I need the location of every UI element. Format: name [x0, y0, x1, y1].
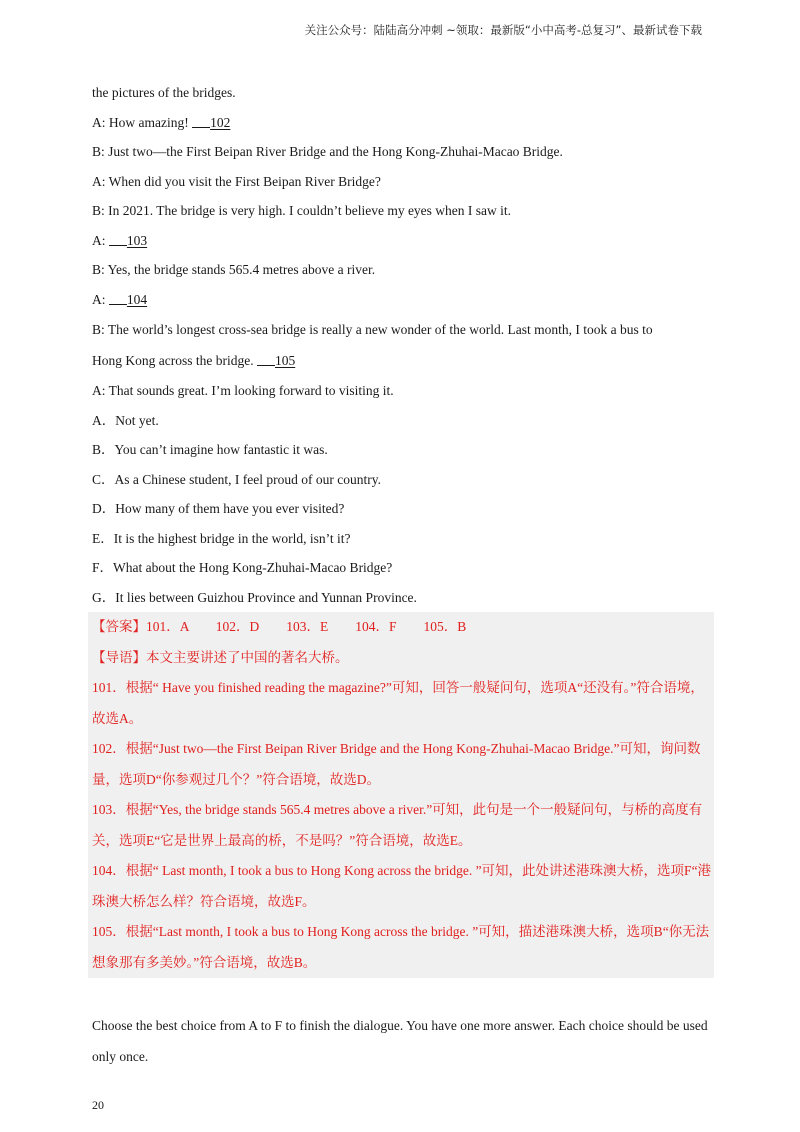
answer-blank: 102 — [192, 108, 230, 138]
dialogue-line — [92, 376, 710, 406]
dialogue-line — [92, 108, 710, 138]
instruction-text: Choose the best choice from A to F to finish the dialogue. You have one more answer. Each choice should be used only once. — [92, 1018, 708, 1064]
dialogue-line — [92, 255, 710, 285]
dialogue-text: A: How amazing! — [92, 114, 193, 130]
dialogue-text: A: When did you visit the First Beipan River Bridge? — [92, 173, 381, 189]
dialogue-text: B: In 2021. The bridge is very high. I couldn’t believe my eyes when I saw it. — [92, 203, 512, 218]
dialogue-text: B: The world’s longest cross-sea bridge is really a new wonder of the world. Last month, I took a bus to — [92, 322, 653, 337]
option-item: A．Not yet. — [92, 412, 159, 428]
page-content — [92, 78, 710, 1072]
explanation-item: 101．根据“ Have you finished reading the magazine?”可知，回答一般疑问句，选项A“还没有。”符合语境，故选A。 — [92, 680, 704, 726]
explanation-item: 102．根据“Just two—the First Beipan River Bridge and the Hong Kong-Zhuhai-Macao Bridge.”可知，询问数量，选项D“你参观过几个？”符合语境，故选D。 — [92, 741, 701, 787]
dialogue-text: A: — [92, 232, 109, 248]
page-header: 关注公众号：陆陆高分冲刺 ~领取：最新版“小中高考-总复习”、最新试卷下载 — [304, 23, 702, 37]
dialogue-line — [92, 314, 710, 345]
option-item: D．How many of them have you ever visited? — [92, 501, 345, 516]
answer-key: 【答案】101．A 102．D 103．E 104．F 105．B — [92, 619, 467, 634]
dialogue-line — [92, 167, 710, 197]
explanation-item: 105．根据“Last month, I took a bus to Hong Kong across the bridge. ”可知，描述港珠澳大桥，选项B“你无法想象那有多美妙。”符合语境，故选B。 — [92, 924, 710, 970]
explanation-item: 104．根据“ Last month, I took a bus to Hong Kong across the bridge. ”可知，此处讲述港珠澳大桥，选项F“港珠澳大桥怎么样？符合语境，故选F。 — [92, 863, 712, 909]
answer-guide: 【导语】本文主要讲述了中国的著名大桥。 — [92, 649, 349, 665]
dialogue-text: A: — [92, 291, 109, 307]
option-item: F．What about the Hong Kong-Zhuhai-Macao Bridge? — [92, 560, 393, 575]
dialogue-line — [92, 78, 710, 108]
answer-blank: 103 — [109, 226, 147, 256]
option-item: C．As a Chinese student, I feel proud of our country. — [92, 471, 381, 487]
option-item: B．You can’t imagine how fantastic it was. — [92, 442, 328, 457]
dialogue-line — [92, 345, 710, 376]
dialogue-text: A: That sounds great. I’m looking forward to visiting it. — [92, 383, 394, 398]
dialogue-line — [92, 137, 710, 167]
dialogue-text: the pictures of the bridges. — [92, 85, 236, 100]
dialogue-text: B: Yes, the bridge stands 565.4 metres above a river. — [92, 262, 376, 277]
dialogue-text: Hong Kong across the bridge. — [92, 353, 257, 368]
dialogue-line — [92, 226, 710, 256]
page-number: 20 — [92, 1098, 104, 1112]
options-list — [92, 406, 710, 613]
option-item: E．It is the highest bridge in the world, isn’t it? — [92, 530, 351, 546]
answer-section — [88, 612, 714, 978]
answer-blank: 105 — [257, 345, 295, 376]
dialogue-text: B: Just two—the First Beipan River Bridge and the Hong Kong-Zhuhai-Macao Bridge. — [92, 144, 563, 159]
answer-blank: 104 — [109, 285, 147, 315]
dialogue-line — [92, 196, 710, 226]
option-item: G．It lies between Guizhou Province and Yunnan Province. — [92, 589, 417, 605]
explanation-item: 103．根据“Yes, the bridge stands 565.4 metres above a river.”可知，此句是一个一般疑问句，与桥的高度有关，选项E“它是世界上最高的桥，不是吗？”符合语境，故选E。 — [92, 802, 703, 848]
dialogue — [92, 78, 710, 406]
dialogue-line — [92, 285, 710, 315]
